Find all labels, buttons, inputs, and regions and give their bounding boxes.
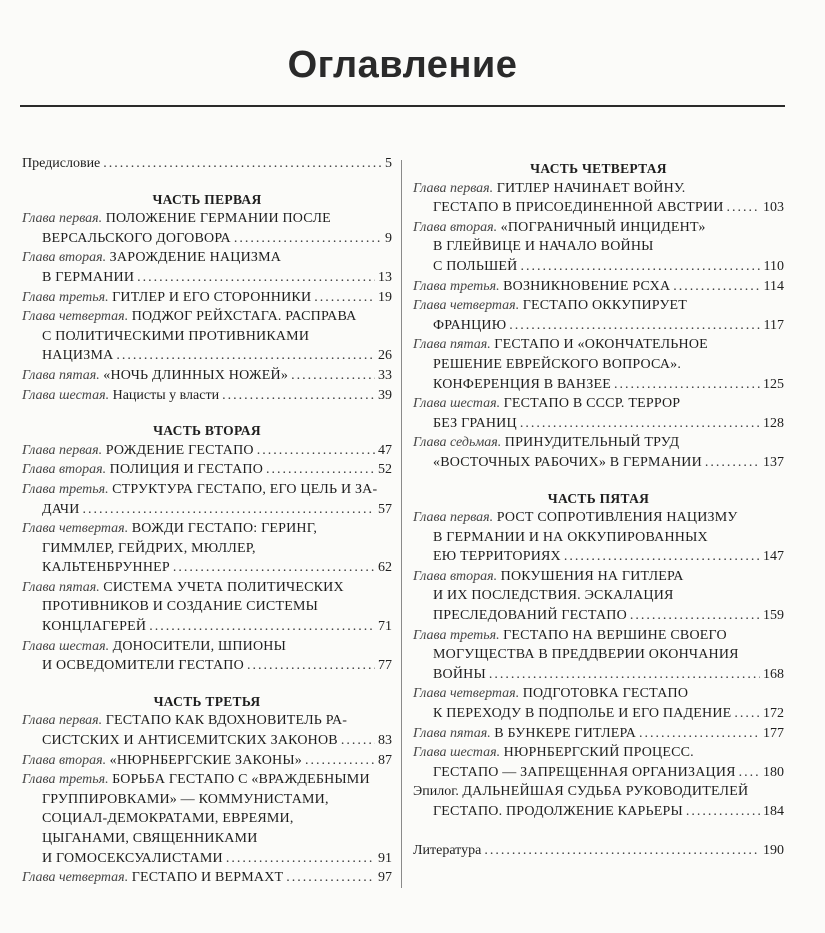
toc-entry[interactable]: Глава четвертая. ПОДЖОГ РЕЙХСТАГА. РАСПРАВА С ПОЛИТИЧЕСКИМИ ПРОТИВНИКАМИ НАЦИЗМА ..... 26 [22, 307, 392, 366]
toc-entry[interactable]: Глава первая. ГЕСТАПО КАК ВДОХНОВИТЕЛЬ РА- СИСТСКИХ И АНТИСЕМИТСКИХ ЗАКОНОВ ..... 83 [22, 711, 392, 750]
toc-entry[interactable]: Глава первая. РОЖДЕНИЕ ГЕСТАПО ..... 47 [22, 441, 392, 461]
toc-right-column [413, 154, 784, 861]
toc-entry[interactable]: Глава третья. БОРЬБА ГЕСТАПО С «ВРАЖДЕБНЫМИ ГРУППИРОВКАМИ» — КОММУНИСТАМИ, СОЦИАЛ-ДЕМОКРАТАМИ, ЕВРЕЯМИ, ЦЫГАНАМИ, СВЯЩЕННИКАМИ И ГОМОСЕКСУАЛИСТАМИ ..... 91 [22, 770, 392, 868]
toc-entry[interactable]: Глава седьмая. ПРИНУДИТЕЛЬНЫЙ ТРУД «ВОСТОЧНЫХ РАБОЧИХ» В ГЕРМАНИИ ..... 137 [413, 433, 784, 472]
part-heading: ЧАСТЬ ТРЕТЬЯ [153, 693, 261, 709]
toc-entry[interactable]: Глава четвертая. ВОЖДИ ГЕСТАПО: ГЕРИНГ, ГИММЛЕР, ГЕЙДРИХ, МЮЛЛЕР, КАЛЬТЕНБРУННЕР ..... 62 [22, 519, 392, 578]
toc-entry[interactable]: Глава третья. ГЕСТАПО НА ВЕРШИНЕ СВОЕГО МОГУЩЕСТВА В ПРЕДДВЕРИИ ОКОНЧАНИЯ ВОЙНЫ ..... 168 [413, 626, 784, 685]
toc-entry[interactable]: Глава пятая. «НОЧЬ ДЛИННЫХ НОЖЕЙ» ..... 33 [22, 366, 392, 386]
toc-entry[interactable]: Глава шестая. Нацисты у власти ..... 39 [22, 386, 392, 406]
toc-entry[interactable]: Глава вторая. «НЮРНБЕРГСКИЕ ЗАКОНЫ» ..... 87 [22, 751, 392, 771]
column-divider [401, 160, 402, 888]
toc-entry-epilogue[interactable]: Эпилог. ДАЛЬНЕЙШАЯ СУДЬБА РУКОВОДИТЕЛЕЙ ГЕСТАПО. ПРОДОЛЖЕНИЕ КАРЬЕРЫ ..... 184 [413, 782, 784, 821]
toc-entry[interactable]: Глава вторая. ПОКУШЕНИЯ НА ГИТЛЕРА И ИХ ПОСЛЕДСТВИЯ. ЭСКАЛАЦИЯ ПРЕСЛЕДОВАНИЙ ГЕСТАПО ..... 159 [413, 567, 784, 626]
toc-entry[interactable]: Глава первая. РОСТ СОПРОТИВЛЕНИЯ НАЦИЗМУ В ГЕРМАНИИ И НА ОККУПИРОВАННЫХ ЕЮ ТЕРРИТОРИЯХ ..... 147 [413, 508, 784, 567]
toc-entry-preface[interactable]: Предисловие ..... 5 [22, 154, 392, 174]
toc-entry[interactable]: Глава шестая. ДОНОСИТЕЛИ, ШПИОНЫ И ОСВЕДОМИТЕЛИ ГЕСТАПО ..... 77 [22, 637, 392, 676]
toc-entry[interactable]: Глава третья. ГИТЛЕР И ЕГО СТОРОННИКИ ..... 19 [22, 288, 392, 308]
toc-entry[interactable]: Глава вторая. ЗАРОЖДЕНИЕ НАЦИЗМА В ГЕРМАНИИ ..... 13 [22, 248, 392, 287]
toc-entry[interactable]: Глава вторая. ПОЛИЦИЯ И ГЕСТАПО ..... 52 [22, 460, 392, 480]
part-heading: ЧАСТЬ ВТОРАЯ [153, 423, 261, 439]
toc-left-column [22, 154, 392, 888]
part-heading: ЧАСТЬ ПЯТАЯ [547, 490, 650, 506]
title-divider [20, 105, 785, 107]
toc-entry[interactable]: Глава четвертая. ПОДГОТОВКА ГЕСТАПО К ПЕРЕХОДУ В ПОДПОЛЬЕ И ЕГО ПАДЕНИЕ ..... 172 [413, 684, 784, 723]
part-heading: ЧАСТЬ ЧЕТВЕРТАЯ [530, 161, 667, 176]
page-title: Оглавление [287, 44, 518, 86]
toc-entry[interactable]: Глава пятая. СИСТЕМА УЧЕТА ПОЛИТИЧЕСКИХ ПРОТИВНИКОВ И СОЗДАНИЕ СИСТЕМЫ КОНЦЛАГЕРЕЙ ..... 71 [22, 578, 392, 637]
toc-entry[interactable]: Глава пятая. ГЕСТАПО И «ОКОНЧАТЕЛЬНОЕ РЕШЕНИЕ ЕВРЕЙСКОГО ВОПРОСА». КОНФЕРЕНЦИЯ В ВАНЗЕЕ ..... 125 [413, 335, 784, 394]
toc-entry[interactable]: Глава вторая. «ПОГРАНИЧНЫЙ ИНЦИДЕНТ» В ГЛЕЙВИЦЕ И НАЧАЛО ВОЙНЫ С ПОЛЬШЕЙ ..... 110 [413, 218, 784, 277]
toc-entry[interactable]: Глава пятая. В БУНКЕРЕ ГИТЛЕРА ..... 177 [413, 724, 784, 744]
toc-entry[interactable]: Глава третья. ВОЗНИКНОВЕНИЕ РСХА ..... 114 [413, 277, 784, 297]
toc-entry[interactable]: Глава третья. СТРУКТУРА ГЕСТАПО, ЕГО ЦЕЛЬ И ЗА- ДАЧИ ..... 57 [22, 480, 392, 519]
toc-entry[interactable]: Глава шестая. НЮРНБЕРГСКИЙ ПРОЦЕСС. ГЕСТАПО — ЗАПРЕЩЕННАЯ ОРГАНИЗАЦИЯ ..... 180 [413, 743, 784, 782]
toc-entry[interactable]: Глава четвертая. ГЕСТАПО ОККУПИРУЕТ ФРАНЦИЮ ..... 117 [413, 296, 784, 335]
toc-entry-literature[interactable]: Литература ..... 190 [413, 841, 784, 861]
part-heading: ЧАСТЬ ПЕРВАЯ [152, 191, 262, 207]
toc-entry[interactable]: Глава первая. ПОЛОЖЕНИЕ ГЕРМАНИИ ПОСЛЕ ВЕРСАЛЬСКОГО ДОГОВОРА ..... 9 [22, 209, 392, 248]
toc-entry[interactable]: Глава четвертая. ГЕСТАПО И ВЕРМАХТ ..... 97 [22, 868, 392, 888]
toc-entry[interactable]: Глава первая. ГИТЛЕР НАЧИНАЕТ ВОЙНУ. ГЕСТАПО В ПРИСОЕДИНЕННОЙ АВСТРИИ ..... 103 [413, 179, 784, 218]
toc-entry[interactable]: Глава шестая. ГЕСТАПО В СССР. ТЕРРОР БЕЗ ГРАНИЦ ..... 128 [413, 394, 784, 433]
